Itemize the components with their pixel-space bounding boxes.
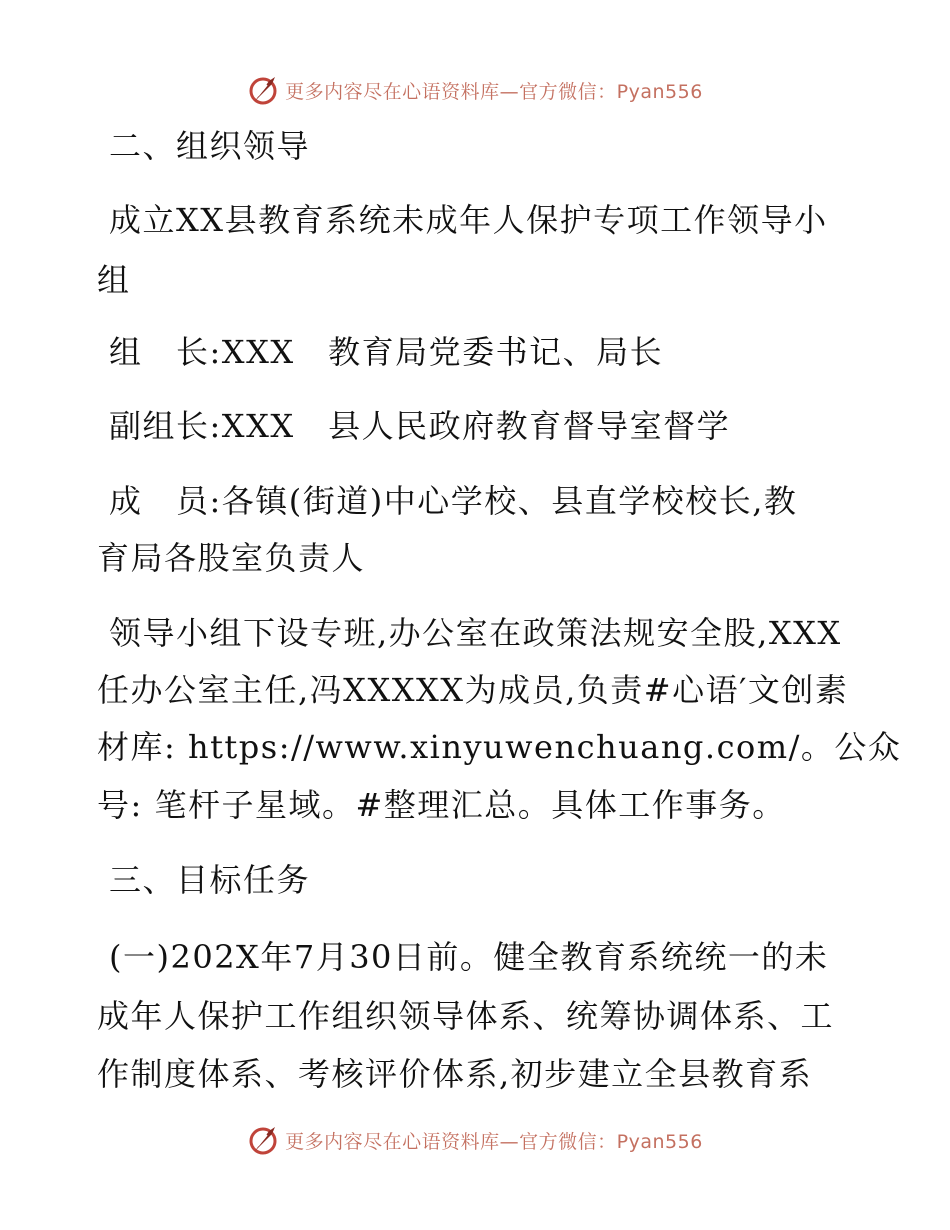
paragraph-line: 成立XX县教育系统未成年人保护专项工作领导小 (109, 201, 828, 239)
section-heading-organization: 二、组织领导 (109, 127, 311, 165)
paragraph-line-group-leader: 组 长:XXX 教育局党委书记、局长 (109, 333, 664, 371)
header-watermark-banner (0, 70, 950, 110)
paragraph-line-deputy-leader: 副组长:XXX 县人民政府教育督导室督学 (109, 407, 731, 445)
paragraph-line: 材库: https://www.xinyuwenchuang.com/。公众 (97, 728, 902, 766)
paragraph-line: 任办公室主任,冯XXXXX为成员,负责#心语′文创素 (97, 671, 849, 709)
paragraph-line: (一)202X年7月30日前。健全教育系统统一的未 (109, 938, 829, 976)
paragraph-line: 号: 笔杆子星域。#整理汇总。具体工作事务。 (97, 786, 786, 824)
paragraph-line: 作制度体系、考核评价体系,初步建立全县教育系 (97, 1055, 813, 1093)
header-watermark-text: 更多内容尽在心语资料库—官方微信：Pyan556 (285, 80, 703, 103)
paragraph-line: 领导小组下设专班,办公室在政策法规安全股,XXX (109, 614, 842, 652)
paragraph-line: 成年人保护工作组织领导体系、统筹协调体系、工 (97, 997, 835, 1035)
footer-watermark-banner (0, 1120, 950, 1160)
quill-pen-circle-icon (247, 1123, 281, 1157)
footer-watermark-text: 更多内容尽在心语资料库—官方微信：Pyan556 (285, 1130, 703, 1153)
paragraph-line-members: 成 员:各镇(街道)中心学校、县直学校校长,教 (109, 482, 798, 520)
quill-pen-circle-icon (247, 73, 281, 107)
paragraph-line: 组 (97, 261, 131, 299)
paragraph-line: 育局各股室负责人 (97, 539, 366, 577)
section-heading-goals: 三、目标任务 (109, 861, 311, 899)
